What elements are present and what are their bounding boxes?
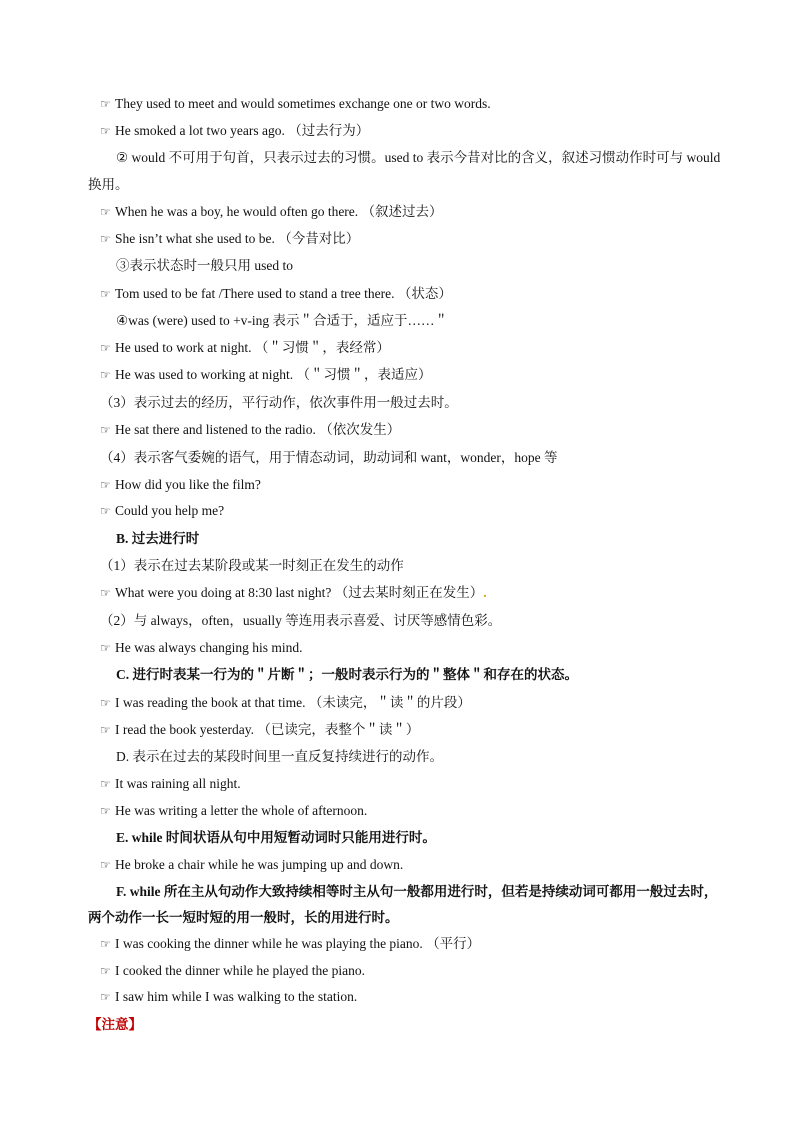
section-heading: C. 进行时表某一行为的＂片断＂；一般时表示行为的＂整体＂和存在的状态。	[116, 667, 578, 682]
text-line: ☞ He used to work at night. （＂习惯＂，表经常）	[100, 340, 390, 355]
pointing-hand-icon: ☞	[100, 368, 111, 382]
text-line: ④was (were) used to +v-ing 表示＂合适于，适应于……＂	[116, 313, 449, 328]
text-line: （2）与 always，often，usually 等连用表示喜爱、讨厌等感情色彩。	[100, 613, 502, 628]
section-heading: F. while 所在主从句动作大致持续相等时主从句一般都用进行时，但若是持续动词可都用一般过去时，	[116, 884, 718, 899]
text-line: 换用。	[88, 177, 129, 192]
text-line: ☞ What were you doing at 8:30 last night? （过去某时刻正在发生）.	[100, 585, 487, 600]
text-line: （4）表示客气委婉的语气，用于情态动词，助动词和 want，wonder，hope 等	[100, 450, 558, 465]
pointing-hand-icon: ☞	[100, 858, 111, 872]
text-line: ☞ She isn’t what she used to be. （今昔对比）	[100, 231, 360, 246]
text-line: ② would 不可用于句首，只表示过去的习惯。used to 表示今昔对比的含义，叙述习惯动作时可与 would	[116, 150, 721, 165]
text-line: ☞ I was cooking the dinner while he was playing the piano. （平行）	[100, 936, 481, 951]
pointing-hand-icon: ☞	[100, 478, 111, 492]
text-line: （1）表示在过去某阶段或某一时刻正在发生的动作	[100, 558, 404, 573]
section-heading: D. 表示在过去的某段时间里一直反复持续进行的动作。	[116, 749, 443, 764]
text-line: ☞ He was always changing his mind.	[100, 640, 303, 655]
text-line: ③表示状态时一般只用 used to	[116, 258, 293, 273]
pointing-hand-icon: ☞	[100, 723, 111, 737]
text-line: ☞ Tom used to be fat /There used to stand a tree there. （状态）	[100, 286, 452, 301]
pointing-hand-icon: ☞	[100, 504, 111, 518]
pointing-hand-icon: ☞	[100, 990, 111, 1004]
pointing-hand-icon: ☞	[100, 804, 111, 818]
text-line: ☞ He was used to working at night. （＂习惯＂，表适应）	[100, 367, 432, 382]
text-line: （3）表示过去的经历，平行动作，依次事件用一般过去时。	[100, 395, 458, 410]
text-line: ☞ They used to meet and would sometimes exchange one or two words.	[100, 96, 491, 111]
pointing-hand-icon: ☞	[100, 423, 111, 437]
pointing-hand-icon: ☞	[100, 937, 111, 951]
text-line: ☞ I cooked the dinner while he played the piano.	[100, 963, 366, 978]
pointing-hand-icon: ☞	[100, 777, 111, 791]
pointing-hand-icon: ☞	[100, 586, 111, 600]
pointing-hand-icon: ☞	[100, 205, 111, 219]
pointing-hand-icon: ☞	[100, 287, 111, 301]
text-line: ☞ He smoked a lot two years ago. （过去行为）	[100, 123, 370, 138]
text-line: ☞ He was writing a letter the whole of afternoon.	[100, 803, 368, 818]
note-label: 【注意】	[88, 1017, 142, 1032]
pointing-hand-icon: ☞	[100, 964, 111, 978]
pointing-hand-icon: ☞	[100, 232, 111, 246]
text-line: ☞ He broke a chair while he was jumping up and down.	[100, 857, 404, 872]
text-line: ☞ It was raining all night.	[100, 776, 241, 791]
text-line: 两个动作一长一短时短的用一般时，长的用进行时。	[88, 910, 399, 925]
pointing-hand-icon: ☞	[100, 696, 111, 710]
pointing-hand-icon: ☞	[100, 641, 111, 655]
text-line: ☞ How did you like the film?	[100, 477, 261, 492]
text-line: ☞ Could you help me?	[100, 503, 225, 518]
text-line: ☞ I saw him while I was walking to the station.	[100, 989, 358, 1004]
pointing-hand-icon: ☞	[100, 124, 111, 138]
section-heading: B. 过去进行时	[116, 531, 200, 546]
text-line: ☞ He sat there and listened to the radio. （依次发生）	[100, 422, 401, 437]
section-heading: E. while 时间状语从句中用短暂动词时只能用进行时。	[116, 830, 436, 845]
text-line: ☞ When he was a boy, he would often go there. （叙述过去）	[100, 204, 443, 219]
pointing-hand-icon: ☞	[100, 341, 111, 355]
text-line: ☞ I read the book yesterday. （已读完，表整个＂读＂）	[100, 722, 420, 737]
pointing-hand-icon: ☞	[100, 97, 111, 111]
text-line: ☞ I was reading the book at that time. （未读完，＂读＂的片段）	[100, 695, 471, 710]
